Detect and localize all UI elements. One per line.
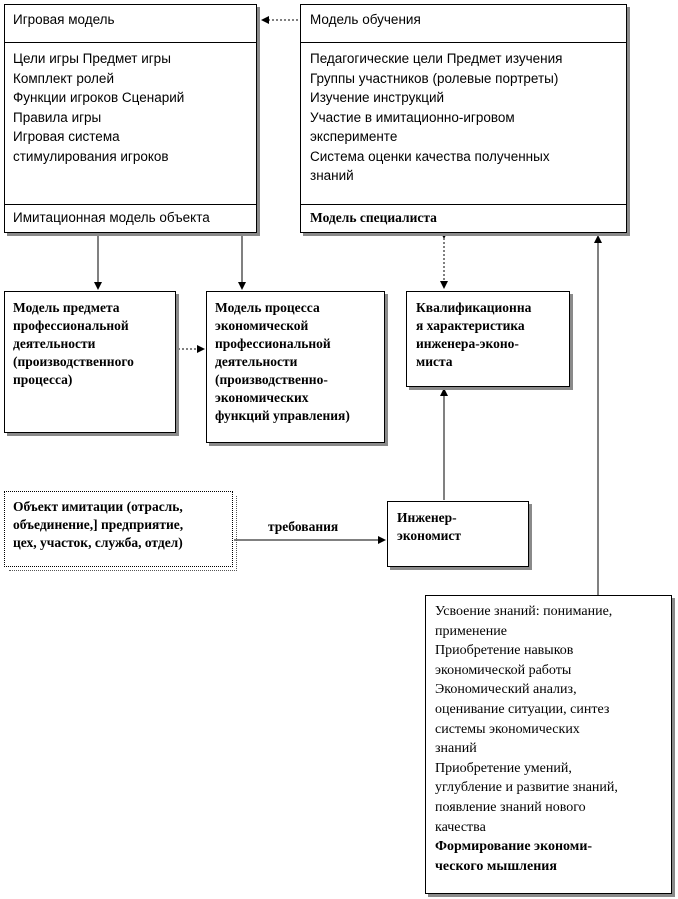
subject-model-line: (производственного bbox=[13, 354, 134, 369]
game-model-item: стимулирования игроков bbox=[13, 148, 169, 164]
learning-model-item: Система оценки качества полученных bbox=[310, 148, 550, 164]
knowledge-line: Усвоение знаний: понимание, bbox=[435, 604, 613, 619]
subject-model-line: процесса) bbox=[13, 372, 73, 387]
learning-model-item: эксперименте bbox=[310, 129, 398, 144]
learning-model-item: Группы участников (ролевые портреты) bbox=[310, 70, 559, 86]
knowledge-line: Приобретение навыков bbox=[435, 643, 574, 659]
qualification-box bbox=[406, 291, 570, 387]
knowledge-bold-line: Формирование экономи- bbox=[435, 839, 593, 855]
knowledge-line: системы экономических bbox=[435, 721, 580, 737]
subject-model-line: деятельности bbox=[13, 336, 96, 351]
learning-model-item: Участие в имитационно-игровом bbox=[310, 109, 515, 125]
process-model-line: экономической bbox=[215, 318, 309, 333]
qualification-line: Квалификационна bbox=[416, 300, 532, 315]
game-model-title: Игровая модель bbox=[13, 12, 115, 27]
learning-model-item: знаний bbox=[310, 168, 354, 183]
learning-model-box bbox=[300, 4, 627, 233]
process-model-line: Модель процесса bbox=[215, 300, 320, 315]
game-model-item: Функции игроков Сценарий bbox=[13, 90, 185, 105]
process-model-box bbox=[206, 291, 385, 443]
qualification-line: я характеристика bbox=[416, 318, 525, 333]
knowledge-line: Экономический анализ, bbox=[435, 682, 577, 698]
process-model-line: экономических bbox=[215, 390, 309, 405]
knowledge-line: появление знаний нового bbox=[435, 799, 586, 815]
subject-model-line: Модель предмета bbox=[13, 300, 120, 315]
process-model-line: профессиональной bbox=[215, 336, 331, 351]
knowledge-line: качества bbox=[435, 819, 486, 835]
learning-model-footer: Модель специалиста bbox=[310, 210, 437, 225]
learning-model-item: Педагогические цели Предмет изучения bbox=[310, 51, 563, 66]
engineer-line: Инженер- bbox=[397, 510, 457, 525]
game-model-box bbox=[4, 4, 257, 233]
process-model-line: деятельности bbox=[215, 354, 298, 369]
engineer-line: экономист bbox=[397, 528, 462, 543]
imitation-object-line: объединение,] предприятие, bbox=[13, 517, 184, 532]
process-model-line: функций управления) bbox=[215, 408, 350, 423]
learning-model-item: Изучение инструкций bbox=[310, 90, 445, 105]
knowledge-line: знаний bbox=[435, 741, 477, 757]
game-model-item: Игровая система bbox=[13, 129, 120, 144]
imitation-object-line: цех, участок, служба, отдел) bbox=[13, 535, 183, 550]
game-model-item: Правила игры bbox=[13, 109, 102, 125]
knowledge-box bbox=[425, 595, 672, 894]
qualification-line: инженера-эконо- bbox=[416, 336, 519, 351]
knowledge-line: оценивание ситуации, синтез bbox=[435, 701, 610, 717]
game-model-item: Комплект ролей bbox=[13, 70, 114, 86]
learning-model-items bbox=[310, 49, 562, 186]
knowledge-line: углубление и развитие знаний, bbox=[435, 780, 618, 796]
imitation-object-line: Объект имитации (отрасль, bbox=[13, 499, 183, 514]
knowledge-line: применение bbox=[435, 623, 507, 639]
knowledge-line: Приобретение умений, bbox=[435, 760, 572, 776]
qualification-line: миста bbox=[416, 354, 453, 369]
imitation-object-box bbox=[4, 491, 233, 567]
knowledge-line: экономической работы bbox=[435, 662, 572, 678]
subject-model-box bbox=[4, 291, 176, 433]
game-model-item: Цели игры Предмет игры bbox=[13, 51, 171, 66]
process-model-line: (производственно- bbox=[215, 372, 328, 387]
learning-model-title: Модель обучения bbox=[310, 12, 421, 27]
subject-model-line: профессиональной bbox=[13, 318, 129, 333]
game-model-footer: Имитационная модель объекта bbox=[13, 210, 210, 225]
engineer-box bbox=[387, 501, 529, 567]
requirements-label: требования bbox=[268, 519, 339, 534]
game-model-items bbox=[13, 49, 184, 166]
knowledge-bold-line: ческого мышления bbox=[435, 858, 557, 874]
